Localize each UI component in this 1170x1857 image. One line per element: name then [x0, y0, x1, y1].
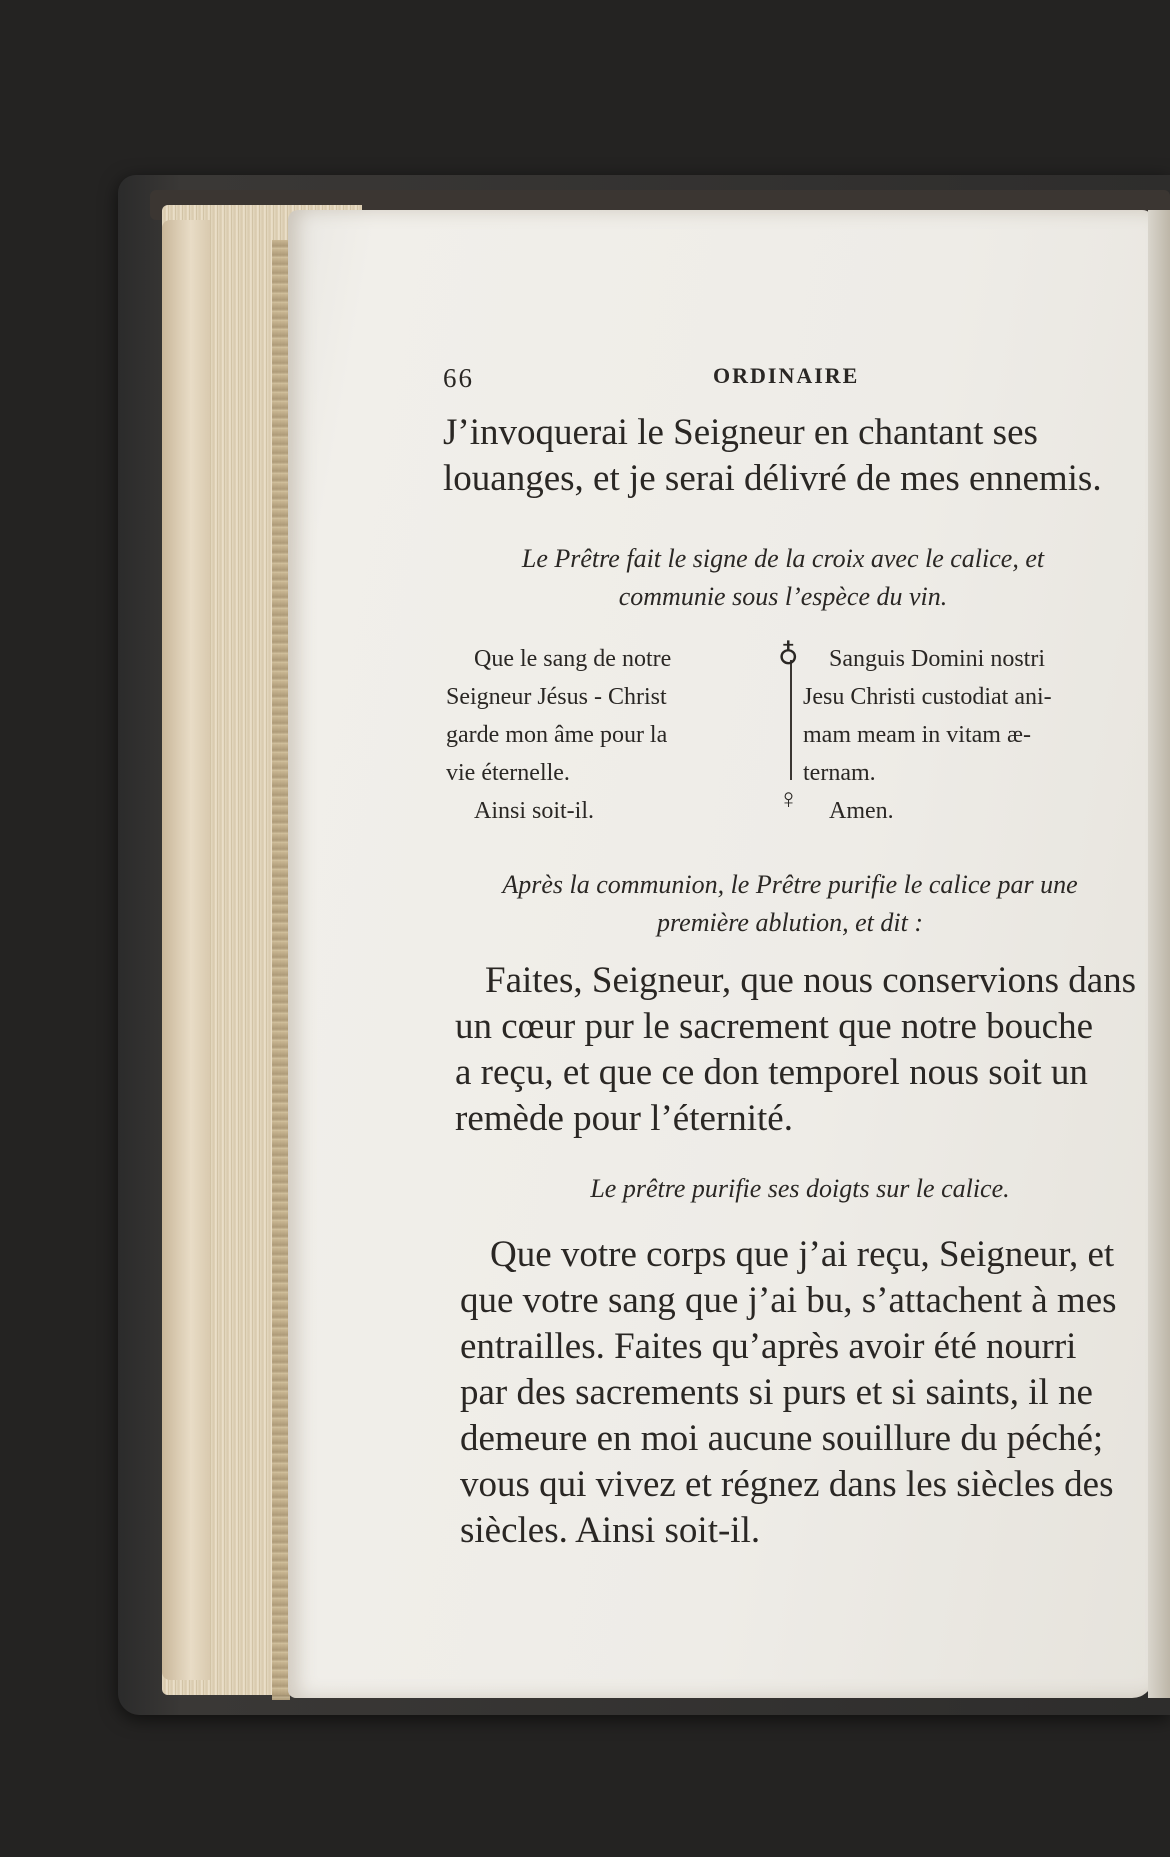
- running-head: ORDINAIRE: [713, 363, 860, 388]
- text-line: siècles. Ainsi soit-il.: [460, 1510, 761, 1551]
- french-line: garde mon âme pour la: [446, 722, 668, 748]
- column-divider: [790, 660, 792, 780]
- latin-line: Amen.: [829, 798, 894, 824]
- rubric-line: Après la communion, le Prêtre purifie le calice par une: [502, 870, 1078, 899]
- page-number: 66: [443, 363, 474, 393]
- latin-line: ternam.: [803, 760, 876, 786]
- text-line: Faites, Seigneur, que nous conservions dans: [485, 960, 1137, 1001]
- page-edges-outer: [162, 220, 210, 1680]
- text-line: J’invoquerai le Seigneur en chantant ses: [443, 412, 1038, 453]
- french-line: Que le sang de notre: [474, 646, 672, 672]
- latin-line: mam meam in vitam æ-: [803, 722, 1031, 748]
- text-line: demeure en moi aucune souillure du péché;: [460, 1418, 1104, 1459]
- french-line: vie éternelle.: [446, 760, 570, 786]
- paragraph-que-votre-corps: [460, 1232, 1140, 1554]
- rubric-ablution: [445, 866, 1135, 942]
- latin-line: Jesu Christi custodiat ani-: [803, 684, 1052, 710]
- rubric-line: Le prêtre purifie ses doigts sur le calice.: [590, 1174, 1010, 1203]
- text-line: a reçu, et que ce don temporel nous soit un: [455, 1052, 1088, 1093]
- rubric-line: première ablution, et dit :: [657, 908, 923, 937]
- rubric-line: communie sous l’espèce du vin.: [618, 582, 948, 611]
- paragraph-invocation: [443, 410, 1121, 502]
- french-line: Ainsi soit-il.: [474, 798, 595, 824]
- text-line: Que votre corps que j’ai reçu, Seigneur, et: [490, 1234, 1115, 1275]
- latin-line: Sanguis Domini nostri: [829, 646, 1046, 672]
- text-line: remède pour l’éternité.: [455, 1098, 793, 1139]
- text-line: entrailles. Faites qu’après avoir été nourri: [460, 1326, 1077, 1367]
- text-line: louanges, et je serai délivré de mes ennemis.: [443, 458, 1102, 499]
- text-line: que votre sang que j’ai bu, s’attachent à mes: [460, 1280, 1117, 1321]
- paragraph-faites-seigneur: [455, 958, 1135, 1142]
- page-gutter: [1148, 210, 1170, 1698]
- text-line: vous qui vivez et régnez dans les siècles des: [460, 1464, 1114, 1505]
- rubric-purify-fingers: [455, 1170, 1145, 1208]
- french-line: Seigneur Jésus - Christ: [446, 684, 667, 710]
- text-line: un cœur pur le sacrement que notre bouche: [455, 1006, 1093, 1047]
- latin-column: [803, 640, 1133, 830]
- rubric-sign-of-cross: [443, 540, 1123, 616]
- text-line: par des sacrements si purs et si saints, il ne: [460, 1372, 1093, 1413]
- rubric-line: Le Prêtre fait le signe de la croix avec le calice, et: [521, 544, 1045, 573]
- french-column: [446, 640, 776, 830]
- page-header: [443, 363, 1137, 393]
- symbol-top: ♁: [778, 640, 799, 671]
- symbol-bottom: ♀: [778, 784, 799, 815]
